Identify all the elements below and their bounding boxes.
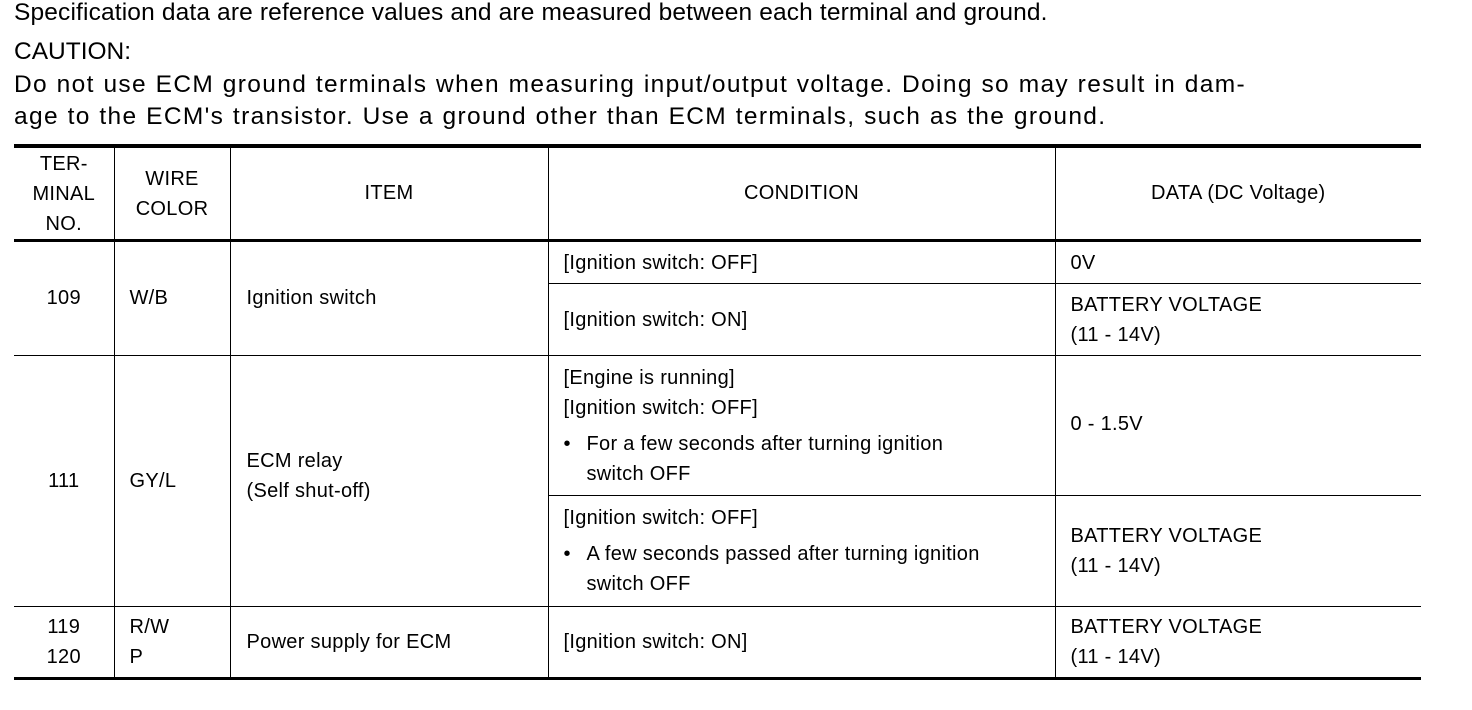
table-header-row: [14, 146, 1421, 241]
bullet-icon: •: [563, 432, 571, 455]
table-row: [14, 356, 1421, 496]
condition-111-off: [548, 496, 1055, 607]
wire-111: GY/L: [114, 356, 230, 607]
item-111: [230, 356, 548, 607]
terminal-111: 111: [14, 356, 114, 607]
caution-line-2: age to the ECM's transistor. Use a ground other than ECM terminals, such as the ground.: [14, 103, 1107, 130]
condition-111-running-bullet: [564, 429, 1045, 489]
item-119-120: Power supply for ECM: [230, 607, 548, 679]
condition-111-running: [548, 356, 1055, 496]
caution-line-1: Do not use ECM ground terminals when measuring input/output voltage. Doing so may result in dam-: [14, 71, 1246, 98]
data-111-off-line-1: BATTERY VOLTAGE: [1070, 525, 1263, 547]
data-119-120-line-2: (11 - 14V): [1070, 646, 1161, 668]
condition-111-off-bullet-line-1: A few seconds passed after turning ignition: [586, 543, 980, 565]
item-111-line-2: (Self shut-off): [246, 480, 371, 502]
condition-111-running-line-2: [Ignition switch: OFF]: [563, 396, 758, 419]
data-119-120-line-1: BATTERY VOLTAGE: [1070, 616, 1263, 638]
terminal-119-120: [14, 607, 114, 679]
header-wire-color: [114, 146, 230, 241]
condition-111-off-bullet-line-2: switch OFF: [586, 573, 691, 595]
wire-119: R/W: [129, 616, 170, 638]
terminal-spec-table: [14, 144, 1421, 680]
data-111-off: [1055, 496, 1421, 607]
item-111-line-1: ECM relay: [246, 450, 343, 472]
data-119-120: [1055, 607, 1421, 679]
item-109: Ignition switch: [230, 241, 548, 356]
data-109-off: 0V: [1055, 241, 1421, 284]
caution-text: [14, 69, 1434, 133]
header-terminal-line-2: MINAL: [32, 182, 96, 205]
header-terminal-line-3: NO.: [45, 212, 82, 235]
data-109-on-line-2: (11 - 14V): [1070, 323, 1161, 346]
condition-109-on: [Ignition switch: ON]: [548, 284, 1055, 356]
caution-title: CAUTION:: [14, 38, 132, 65]
header-condition: CONDITION: [548, 146, 1055, 241]
header-data: DATA (DC Voltage): [1055, 146, 1421, 241]
condition-111-running-line-1: [Engine is running]: [563, 366, 735, 389]
data-109-on-line-1: BATTERY VOLTAGE: [1070, 293, 1263, 316]
header-item: ITEM: [230, 146, 548, 241]
header-wire-line-2: COLOR: [135, 197, 209, 220]
table-row: [14, 607, 1421, 679]
terminal-120: 120: [46, 646, 81, 668]
bullet-icon: •: [563, 543, 571, 565]
spec-note: Specification data are reference values and are measured between each terminal and ground.: [14, 0, 1048, 26]
wire-119-120: [114, 607, 230, 679]
header-terminal-no: [14, 146, 114, 241]
terminal-119: 119: [47, 616, 81, 638]
wire-109: W/B: [114, 241, 230, 356]
table-row: [14, 241, 1421, 284]
wire-120: P: [129, 646, 144, 668]
condition-109-off: [Ignition switch: OFF]: [548, 241, 1055, 284]
condition-111-off-bullet: [564, 539, 1045, 599]
condition-119-120: [Ignition switch: ON]: [548, 607, 1055, 679]
condition-111-off-line-1: [Ignition switch: OFF]: [563, 507, 758, 529]
terminal-109: 109: [14, 241, 114, 356]
condition-111-running-bullet-line-1: For a few seconds after turning ignition: [586, 432, 944, 455]
condition-111-running-bullet-line-2: switch OFF: [586, 462, 691, 485]
header-terminal-line-1: TER-: [39, 152, 88, 175]
data-109-on: [1055, 284, 1421, 356]
data-111-running: 0 - 1.5V: [1055, 356, 1421, 496]
header-wire-line-1: WIRE: [145, 167, 199, 190]
data-111-off-line-2: (11 - 14V): [1070, 555, 1161, 577]
